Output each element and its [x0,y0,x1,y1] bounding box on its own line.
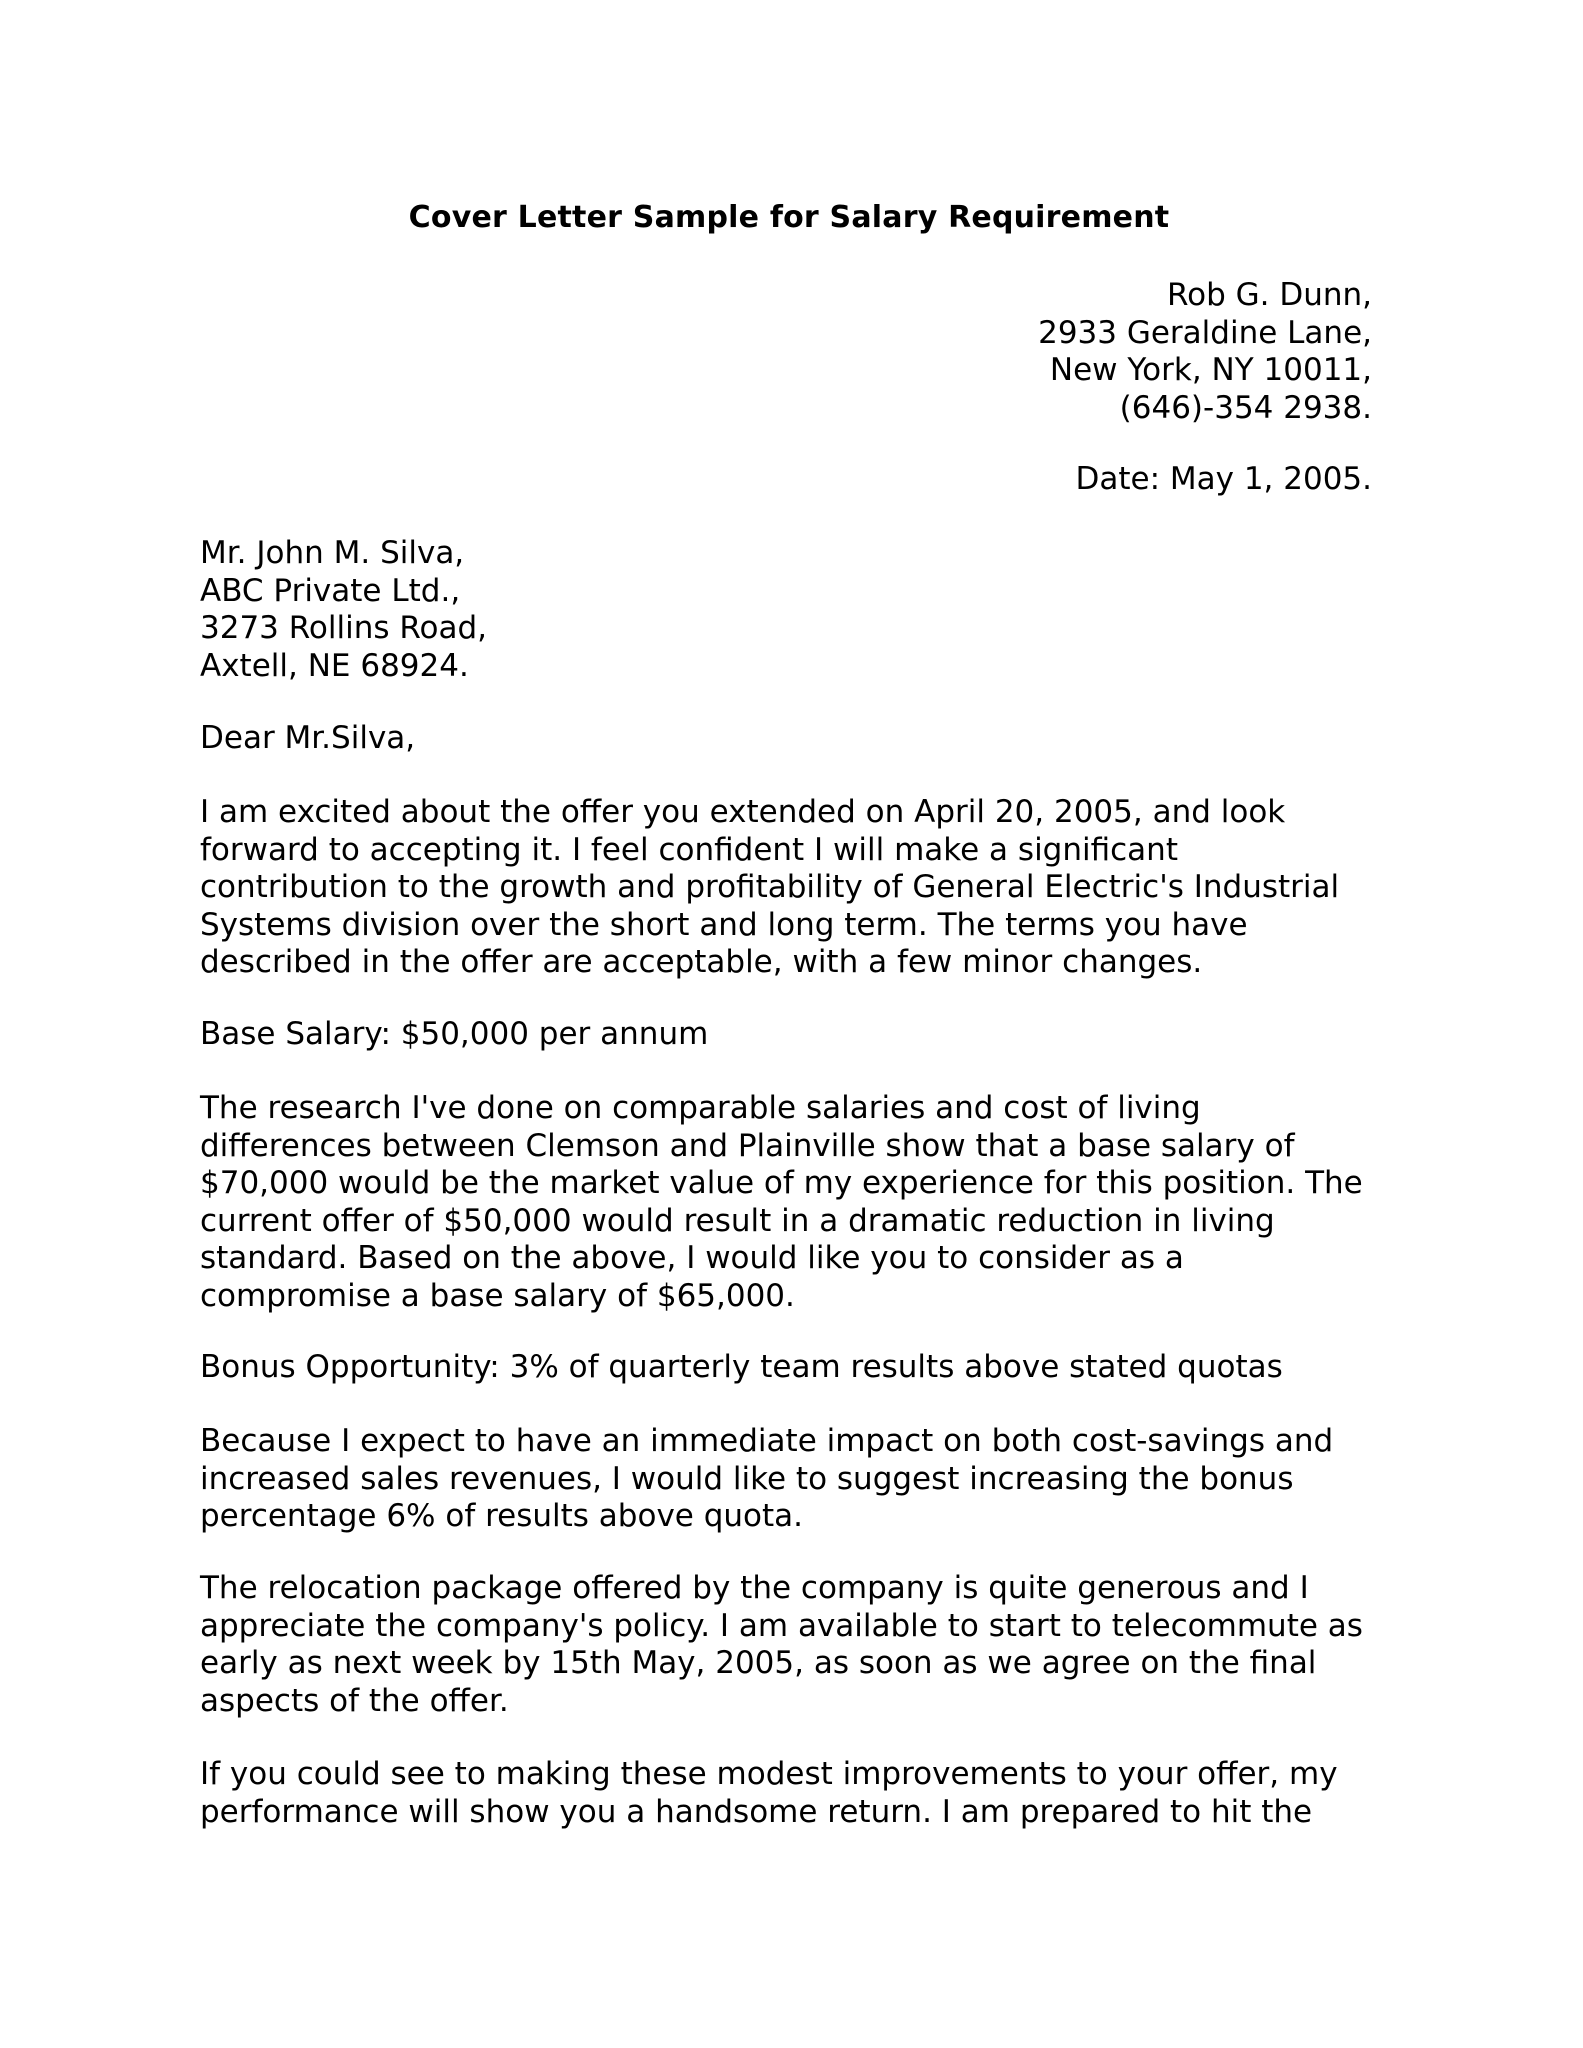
paragraph-line: I am excited about the offer you extended on April 20, 2005, and look [200,794,1286,830]
bonus-opportunity-heading [200,1349,1283,1387]
paragraph-line: performance will show you a handsome return. I am prepared to hit the [200,1793,1313,1830]
paragraph-line: If you could see to making these modest improvements to your offer, my [200,1756,1338,1792]
paragraph-salary-research [200,1090,1363,1315]
paragraph-line: differences between Clemson and Plainville show that a base salary of [200,1127,1295,1164]
paragraph-line: The research I've done on comparable salaries and cost of living [200,1090,1201,1126]
recipient-street: 3273 Rollins Road, [200,610,487,646]
paragraph-line: Base Salary: $50,000 per annum [200,1016,709,1052]
paragraph-line: appreciate the company's policy. I am available to start to telecommute as [200,1607,1363,1644]
paragraph-line: forward to accepting it. I feel confident I will make a significant [200,831,1178,868]
paragraph-line: The relocation package offered by the company is quite generous and I [200,1570,1309,1606]
sender-address-block [1038,277,1372,427]
paragraph-line: Systems division over the short and long term. The terms you have [200,906,1248,943]
paragraph-closing [200,1756,1338,1831]
paragraph-relocation [200,1570,1363,1720]
recipient-city: Axtell, NE 68924. [200,647,469,684]
sender-name: Rob G. Dunn, [1166,277,1372,313]
salutation: Dear Mr.Silva, [200,720,416,756]
document-title: Cover Letter Sample for Salary Requirement [408,200,1170,235]
sender-city: New York, NY 10011, [1049,352,1372,388]
paragraph-line: aspects of the offer. [200,1682,509,1719]
paragraph-line: Because I expect to have an immediate impact on both cost-savings and [200,1423,1334,1459]
paragraph-bonus-request [200,1423,1333,1536]
paragraph-offer-acceptance [200,794,1339,982]
paragraph-line: current offer of $50,000 would result in a dramatic reduction in living [200,1202,1275,1239]
paragraph-line: increased sales revenues, I would like to suggest increasing the bonus [200,1460,1294,1497]
paragraph-line: contribution to the growth and profitability of General Electric's Industrial [200,869,1340,905]
letter-date: Date: May 1, 2005. [1075,461,1372,497]
base-salary-heading [200,1016,708,1054]
paragraph-line: Bonus Opportunity: 3% of quarterly team results above stated quotas [200,1349,1283,1385]
recipient-name: Mr. John M. Silva, [200,535,465,571]
sender-phone: (646)-354 2938. [1119,389,1372,426]
recipient-address-block [200,535,487,685]
paragraph-line: described in the offer are acceptable, with a few minor changes. [200,944,1203,980]
paragraph-line: percentage 6% of results above quota. [200,1498,804,1534]
paragraph-line: compromise a base salary of $65,000. [200,1277,795,1314]
paragraph-line: standard. Based on the above, I would like you to consider as a [200,1240,1184,1276]
paragraph-line: early as next week by 15th May, 2005, as soon as we agree on the final [200,1645,1317,1681]
sender-street: 2933 Geraldine Lane, [1038,314,1372,351]
recipient-company: ABC Private Ltd., [200,572,461,609]
paragraph-line: $70,000 would be the market value of my experience for this position. The [200,1165,1363,1201]
